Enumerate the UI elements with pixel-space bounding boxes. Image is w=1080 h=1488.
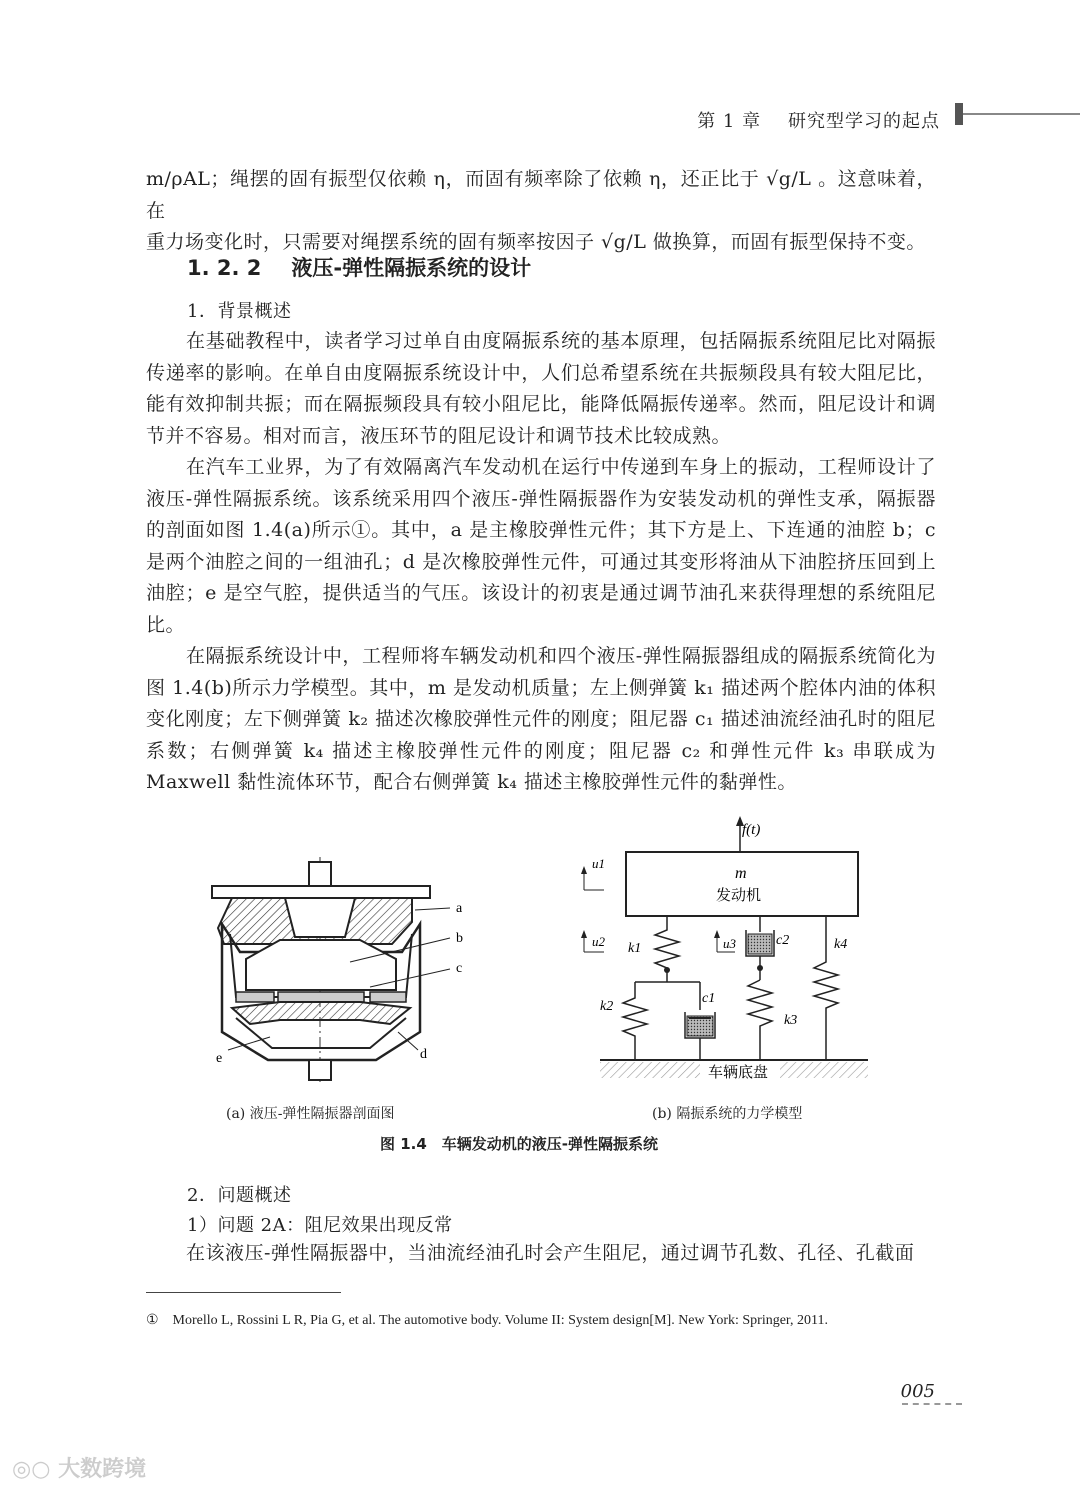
intro-line-1: m/ρAL；绳摆的固有振型仅依赖 η，而固有频率除了依赖 η，还正比于 √g/L 。这意味着，在 bbox=[146, 168, 936, 222]
caption-a: (a) 液压-弹性隔振器剖面图 bbox=[226, 1106, 395, 1122]
base-label: 车辆底盘 bbox=[708, 1065, 769, 1081]
figure-1-4 bbox=[180, 812, 900, 1102]
body-text bbox=[146, 326, 936, 799]
mount-cross-section bbox=[212, 857, 450, 1082]
section-title: 液压-弹性隔振系统的设计 bbox=[291, 256, 532, 280]
intro-line-2: 重力场变化时，只需要对绳摆系统的固有频率按因子 √g/L 做换算，而固有振型保持不变。 bbox=[146, 231, 926, 253]
page-number-dash bbox=[902, 1403, 962, 1405]
paragraph-4: 在该液压-弹性隔振器中，当油流经油孔时会产生阻尼，通过调节孔数、孔径、孔截面 bbox=[186, 1242, 915, 1264]
label-c: c bbox=[456, 961, 463, 976]
k2-label: k2 bbox=[600, 999, 614, 1014]
k3-label: k3 bbox=[784, 1013, 798, 1028]
footnote-rule bbox=[146, 1292, 341, 1293]
k4-label: k4 bbox=[834, 937, 848, 952]
intro-paragraph bbox=[146, 164, 936, 259]
page-number: 005 bbox=[900, 1381, 935, 1402]
caption-b: (b) 隔振系统的力学模型 bbox=[652, 1106, 803, 1122]
u1-label: u1 bbox=[592, 856, 605, 871]
u2-label: u2 bbox=[592, 934, 605, 949]
figure-title: 图 1.4 车辆发动机的液压-弹性隔振系统 bbox=[380, 1135, 659, 1153]
k1-label: k1 bbox=[628, 941, 642, 956]
force-label: f(t) bbox=[742, 822, 761, 838]
c2-label: c2 bbox=[776, 933, 790, 948]
subheading-problem: 2．问题概述 bbox=[187, 1185, 292, 1206]
subheading-background: 1．背景概述 bbox=[187, 301, 292, 322]
engine-label: 发动机 bbox=[716, 888, 762, 904]
footnote: ① Morello L, Rossini L R, Pia G, et al. The automotive body. Volume II: System design[M]. New York: Springer, 2011. bbox=[146, 1313, 829, 1328]
chapter-number: 第 1 章 bbox=[697, 111, 762, 132]
watermark bbox=[12, 1452, 146, 1483]
running-header bbox=[697, 107, 940, 133]
watermark-text: 大数跨境 bbox=[58, 1457, 147, 1482]
paragraph-4-wrap bbox=[146, 1238, 936, 1270]
u3-label: u3 bbox=[723, 936, 736, 951]
mass-label: m bbox=[735, 865, 747, 882]
section-heading bbox=[187, 252, 531, 282]
header-rule bbox=[963, 113, 1080, 115]
label-a: a bbox=[456, 901, 463, 916]
section-number: 1. 2. 2 bbox=[187, 256, 262, 280]
watermark-icon: ◎○ bbox=[12, 1457, 59, 1482]
paragraph-3: 在隔振系统设计中，工程师将车辆发动机和四个液压-弹性隔振器组成的隔振系统简化为图 1.4(b)所示力学模型。其中，m 是发动机质量；左上侧弹簧 k₁ 描述两个腔体内油的体积变化刚度；左下侧弹簧 k₂ 描述次橡胶弹性元件的刚度；阻尼器 c₁ 描述油流经油孔时的阻尼系数；右侧弹簧 k₄ 描述主橡胶弹性元件的刚度；阻尼器 c₂ 和弹性元件 k₃ 串联成为 Maxwell 黏性流体环节，配合右侧弹簧 k₄ 描述主橡胶弹性元件的黏弹性。 bbox=[146, 645, 936, 793]
subheading-problem-2a: 1）问题 2A：阻尼效果出现反常 bbox=[187, 1215, 453, 1236]
header-bar bbox=[955, 103, 963, 125]
chapter-title: 研究型学习的起点 bbox=[788, 111, 940, 132]
label-d: d bbox=[420, 1047, 427, 1062]
paragraph-2: 在汽车工业界，为了有效隔离汽车发动机在运行中传递到车身上的振动，工程师设计了液压-弹性隔振系统。该系统采用四个液压-弹性隔振器作为安装发动机的弹性支承，隔振器的剖面如图 1.4(a)所示①。其中，a 是主橡胶弹性元件；其下方是上、下连通的油腔 b；c 是两个油腔之间的一组油孔；d 是次橡胶弹性元件，可通过其变形将油从下油腔挤压回到上油腔；e 是空气腔，提供适当的气压。该设计的初衷是通过调节油孔来获得理想的系统阻尼比。 bbox=[146, 456, 936, 636]
c1-label: c1 bbox=[702, 991, 716, 1006]
label-b: b bbox=[456, 931, 463, 946]
paragraph-1: 在基础教程中，读者学习过单自由度隔振系统的基本原理，包括隔振系统阻尼比对隔振传递率的影响。在单自由度隔振系统设计中，人们总希望系统在共振频段具有较大阻尼比，能有效抑制共振；而在隔振频段具有较小阻尼比，能降低隔振传递率。然而，阻尼设计和调节并不容易。相对而言，液压环节的阻尼设计和调节技术比较成熟。 bbox=[146, 330, 936, 447]
label-e: e bbox=[216, 1051, 223, 1066]
